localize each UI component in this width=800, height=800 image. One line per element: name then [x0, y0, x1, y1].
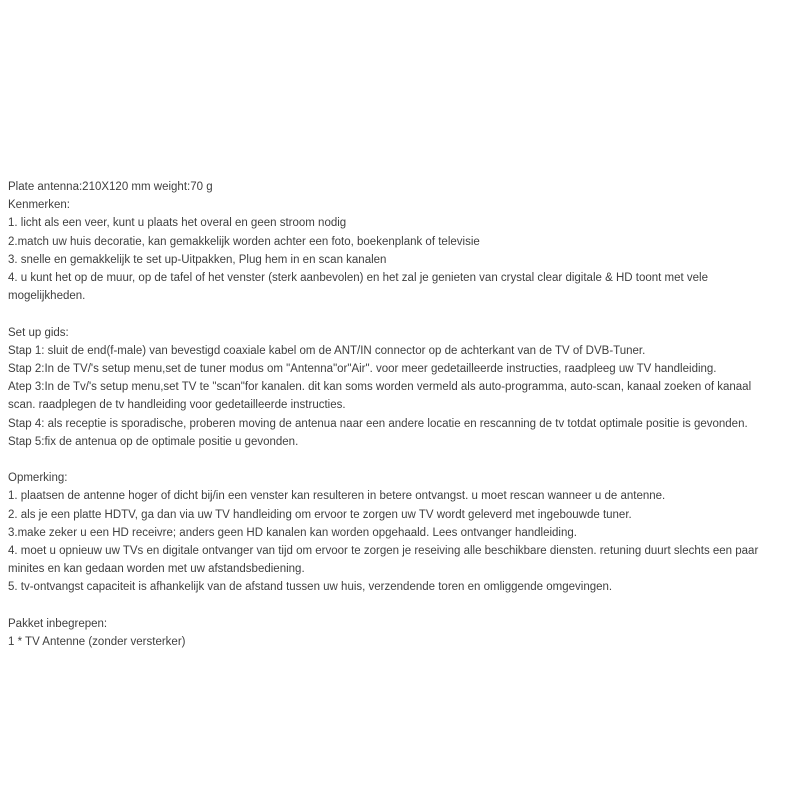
setup-step-3-cont: scan. raadplegen de tv handleiding voor gedetailleerde instructies.	[8, 399, 346, 412]
setup-heading: Set up gids:	[8, 326, 69, 339]
features-item-3: 3. snelle en gemakkelijk te set up-Uitpakken, Plug hem in en scan kanalen	[8, 253, 387, 266]
setup-step-2: Stap 2:In de TV/'s setup menu,set de tuner modus om "Antenna"or"Air". voor meer gedetailleerde instructies, raadpleeg uw TV handleiding.	[8, 363, 717, 376]
features-block	[8, 196, 778, 305]
remarks-block	[8, 469, 778, 596]
features-item-1: 1. licht als een veer, kunt u plaats het overal en geen stroom nodig	[8, 217, 347, 230]
features-heading: Kenmerken:	[8, 199, 71, 212]
remarks-item-5: 5. tv-ontvangst capaciteit is afhankelijk van de afstand tussen uw huis, verzendende toren en omliggende omgevingen.	[8, 581, 613, 594]
package-item-1: 1 * TV Antenne (zonder versterker)	[8, 636, 186, 649]
package-heading: Pakket inbegrepen:	[8, 617, 108, 630]
setup-step-4: Stap 4: als receptie is sporadische, proberen moving de antenua naar een andere locatie en rescanning de tv totdat optimale positie is gevonden.	[8, 417, 748, 430]
features-item-2: 2.match uw huis decoratie, kan gemakkelijk worden achter een foto, boekenplank of televisie	[8, 235, 480, 248]
remarks-heading: Opmerking:	[8, 472, 68, 485]
spacer-remarks-package	[8, 597, 778, 615]
product-description-text	[8, 178, 778, 651]
setup-step-1: Stap 1: sluit de end(f-male) van bevestigd coaxiale kabel om de ANT/IN connector op de achterkant van de TV of DVB-Tuner.	[8, 344, 646, 357]
setup-guide-block	[8, 324, 778, 451]
remarks-item-2: 2. als je een platte HDTV, ga dan via uw TV handleiding om ervoor te zorgen uw TV wordt geleverd met ingebouwde tuner.	[8, 508, 632, 521]
spacer-features-setup	[8, 305, 778, 323]
setup-step-3: Atep 3:In de Tv/'s setup menu,set TV te "scan"for kanalen. dit kan soms worden vermeld als auto-programma, auto-scan, kanaal zoeken of kanaal	[8, 381, 752, 394]
features-item-4: 4. u kunt het op de muur, op de tafel of het venster (sterk aanbevolen) en het zal je genieten van crystal clear digitale & HD toont met vele	[8, 272, 708, 285]
specs-line: Plate antenna:210X120 mm weight:70 g	[8, 181, 213, 193]
specs-block	[8, 178, 778, 196]
remarks-item-4-cont: minites en kan gedaan worden met uw afstandsbediening.	[8, 563, 305, 576]
remarks-item-3: 3.make zeker u een HD receivre; anders geen HD kanalen kan worden opgehaald. Lees ontvanger handleiding.	[8, 526, 577, 539]
spacer-setup-remarks	[8, 451, 778, 469]
features-item-4-cont: mogelijkheden.	[8, 290, 86, 303]
remarks-item-1: 1. plaatsen de antenne hoger of dicht bij/in een venster kan resulteren in betere ontvangst. u moet rescan wanneer u de antenne.	[8, 490, 666, 503]
remarks-item-4: 4. moet u opnieuw uw TVs en digitale ontvanger van tijd om ervoor te zorgen je reseiving alle beschikbare diensten. retuning duurt slechts een paar	[8, 545, 759, 558]
setup-step-5: Stap 5:fix de antenua op de optimale positie u gevonden.	[8, 435, 299, 448]
package-block	[8, 615, 778, 651]
